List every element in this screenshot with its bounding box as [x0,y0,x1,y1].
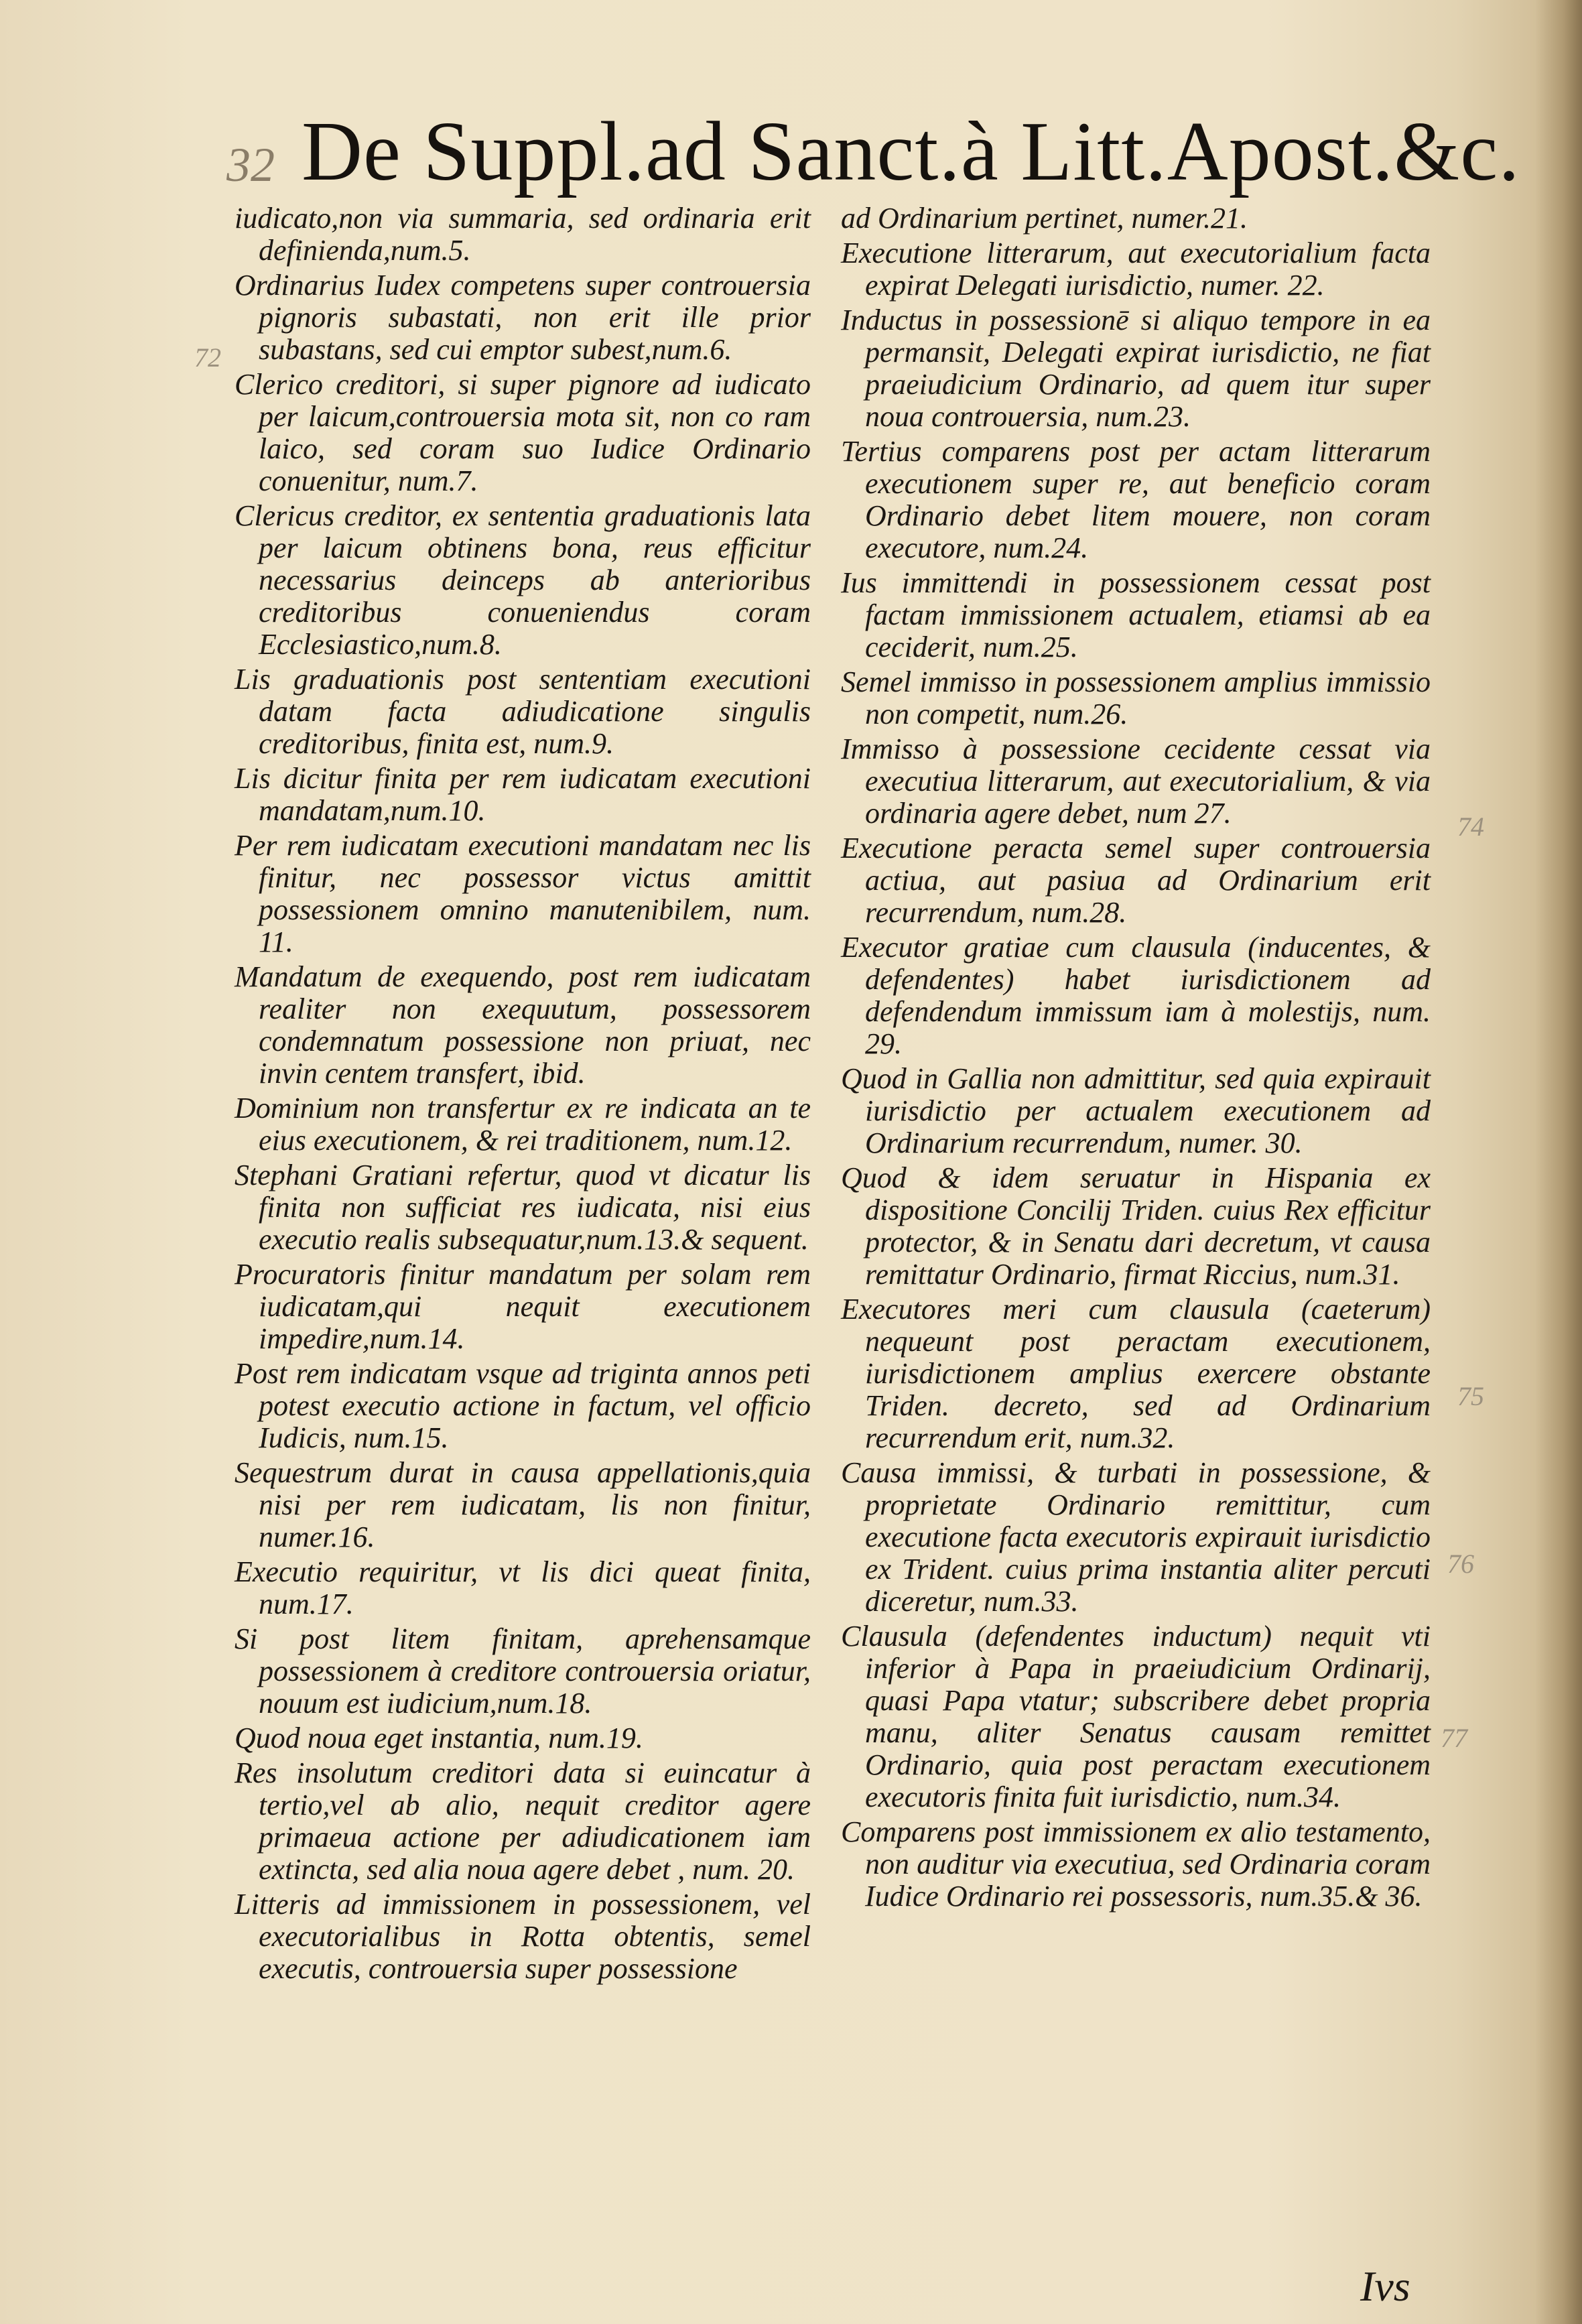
index-entry: Mandatum de exequendo, post rem iudicatam realiter non exequutum, possessorem condemnatum possessione non priuat, nec invin centem transfert, ibid. [235,960,811,1090]
index-entry: Litteris ad immissionem in possessionem, vel executorialibus in Rotta obtentis, semel executis, controuersia super possessione [235,1888,811,1985]
index-entry: Si post litem finitam, aprehensamque possessionem à creditore controuersia oriatur, nouum est iudicium,num.18. [235,1622,811,1720]
index-entry: Post rem indicatam vsque ad triginta annos peti potest executio actione in factum, vel officio Iudicis, num.15. [235,1357,811,1454]
page-number: 32 [226,138,275,192]
index-entry: Comparens post immissionem ex alio testamento, non auditur via executiua, sed Ordinaria coram Iudice Ordinario rei possessoris, num.35.& 36. [841,1815,1431,1913]
margin-number: 74 [1457,812,1484,842]
index-entry: Lis dicitur finita per rem iudicatam executioni mandatam,num.10. [235,762,811,827]
index-entry: Clerico creditori, si super pignore ad iudicato per laicum,controuersia mota sit, non co ram laico, sed coram suo Iudice Ordinario conuenitur, num.7. [235,368,811,497]
index-entry: Tertius comparens post per actam litterarum executionem super re, aut beneficio coram Ordinario debet litem mouere, non coram executore, num.24. [841,435,1431,564]
index-entry: Stephani Gratiani refertur, quod vt dicatur lis finita non sufficiat res iudicata, nisi eius executio realis subsequatur,num.13.& sequent. [235,1159,811,1256]
margin-number: 76 [1447,1549,1474,1579]
index-entry: ad Ordinarium pertinet, numer.21. [841,202,1248,235]
index-entry: Quod noua eget instantia, num.19. [235,1722,643,1754]
index-entry: Executio requiritur, vt lis dici queat finita, num.17. [235,1555,811,1620]
margin-number: 75 [1457,1381,1484,1411]
page-gutter-shadow [1535,0,1582,2324]
running-head: De Suppl.ad Sanct.à Litt.Apost.&c. [302,105,1520,198]
index-entry: Semel immisso in possessionem amplius immissio non competit, num.26. [841,665,1431,730]
index-entry: Dominium non transfertur ex re indicata an te eius executionem, & rei traditionem, num.12. [235,1092,811,1157]
index-entry: Executione litterarum, aut executorialium facta expirat Delegati iurisdictio, numer. 22. [841,237,1431,302]
margin-number: 77 [1441,1723,1467,1753]
index-entry: Ius immittendi in possessionem cessat post factam immissionem actualem, etiamsi ab ea ceciderit, num.25. [841,566,1431,663]
index-entry: Lis graduationis post sententiam executioni datam facta adiudicatione singulis creditoribus, finita est, num.9. [235,663,811,760]
index-entry: Res insolutum creditori data si euincatur à tertio,vel ab alio, nequit creditor agere primaeua actione per adiudicationem iam extincta, sed alia noua agere debet , num. 20. [235,1756,811,1886]
margin-number: 72 [194,342,221,373]
index-entry: Clericus creditor, ex sententia graduationis lata per laicum obtinens bona, reus efficitur necessarius deinceps ab anterioribus creditoribus conueniendus coram Ecclesiastico,num.8. [235,499,811,661]
index-entry: Sequestrum durat in causa appellationis,quia nisi per rem iudicatam, lis non finitur, numer.16. [235,1456,811,1553]
index-entry: Executores meri cum clausula (caeterum) nequeunt post peractam executionem, iurisdictionem amplius exercere obstante Triden. decreto, sed ad Ordinarium recurrendum erit, num.32. [841,1293,1431,1454]
index-entry: Quod & idem seruatur in Hispania ex dispositione Concilij Triden. cuius Rex efficitur protector, & in Senatu dari decretum, vt causa remittatur Ordinario, firmat Riccius, num.31. [841,1161,1431,1291]
index-entry: Immisso à possessione cecidente cessat via executiua litterarum, aut executorialium, & via ordinaria agere debet, num 27. [841,732,1431,830]
index-entry: Per rem iudicatam executioni mandatam nec lis finitur, nec possessor victus amittit possessionem omnino manutenibilem, num. 11. [235,829,811,958]
index-column-left [235,202,811,1988]
index-entry: Quod in Gallia non admittitur, sed quia expirauit iurisdictio per actualem executionem ad Ordinarium recurrendum, numer. 30. [841,1062,1431,1159]
index-entry: Inductus in possessionē si aliquo tempore in ea permansit, Delegati expirat iurisdictio, ne fiat praeiudicium Ordinario, ad quem itur super noua controuersia, num.23. [841,304,1431,433]
index-entry: Procuratoris finitur mandatum per solam rem iudicatam,qui nequit executionem impedire,num.14. [235,1258,811,1355]
index-column-right [841,202,1431,1915]
index-entry: Clausula (defendentes inductum) nequit vti inferior à Papa in praeiudicium Ordinarij, quasi Papa vtatur; subscribere debet propria manu, aliter Senatus causam remittet Ordinario, quia post peractam executionem executoris finita fuit iurisdictio, num.34. [841,1620,1431,1813]
index-entry: iudicato,non via summaria, sed ordinaria erit definienda,num.5. [235,202,811,267]
catchword: Ivs [1360,2262,1410,2310]
index-entry: Executione peracta semel super controuersia actiua, aut pasiua ad Ordinarium erit recurrendum, num.28. [841,832,1431,929]
index-entry: Causa immissi, & turbati in possessione, & proprietate Ordinario remittitur, cum executione facta executoris expirauit iurisdictio ex Trident. cuius prima instantia aliter percuti diceretur, num.33. [841,1456,1431,1618]
index-entry: Ordinarius Iudex competens super controuersia pignoris subastati, non erit ille prior subastans, sed cui emptor subest,num.6. [235,269,811,366]
index-entry: Executor gratiae cum clausula (inducentes, & defendentes) habet iurisdictionem ad defendendum immissum iam à molestijs, num. 29. [841,931,1431,1060]
